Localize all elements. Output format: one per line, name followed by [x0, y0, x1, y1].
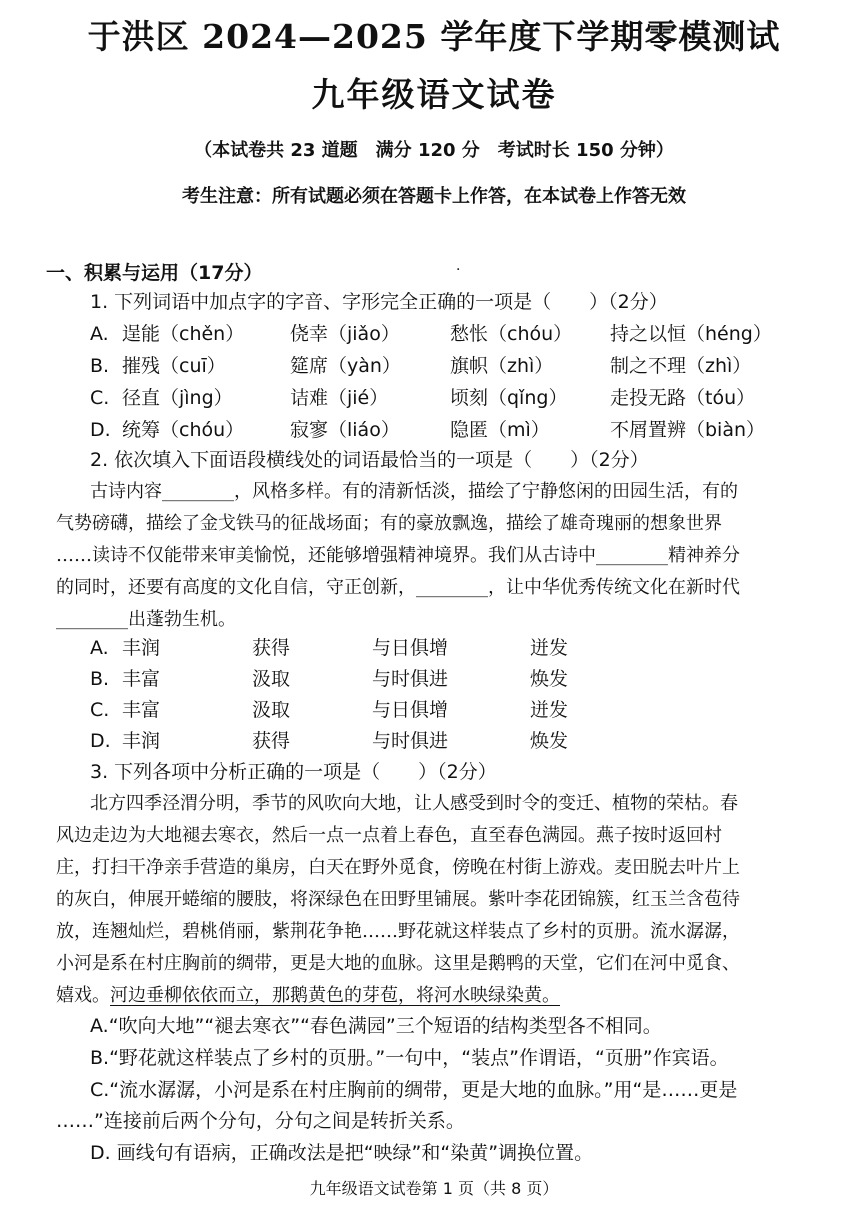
section-title: 一、积累与运用（17分） [46, 262, 263, 284]
q1-option-item: 统筹（chóu） [122, 419, 245, 441]
q2-option-label: D. [90, 730, 111, 752]
q2-passage-line: ________出蓬勃生机。 [56, 609, 236, 630]
q2-option-label: B. [90, 668, 110, 690]
q1-option-item: 寂寥（liáo） [290, 419, 400, 441]
q1-option-item: 摧残（cuī） [122, 355, 226, 377]
q2-option-label: A. [90, 637, 109, 659]
page-subtitle: 九年级语文试卷 [311, 75, 557, 114]
q2-option-item: 迸发 [530, 699, 569, 721]
q2-passage-line: ……读诗不仅能带来审美愉悦，还能够增强精神境界。我们从古诗中________精神养分 [56, 545, 740, 566]
q1-option-item: 顷刻（qǐng） [450, 387, 568, 409]
q1-option-item: 持之以恒（héng） [610, 323, 772, 345]
q1-option-item: 径直（jìng） [122, 387, 233, 409]
q3-passage-line: 风边走边为大地褪去寒衣，然后一点一点着上春色，直至春色满园。燕子按时返回村 [56, 825, 722, 846]
q3-passage-line: 庄，打扫干净亲手营造的巢房，白天在野外觅食，傍晚在村街上游戏。麦田脱去叶片上 [56, 857, 740, 878]
q3-passage-line: 的灰白，伸展开蜷缩的腰肢，将深绿色在田野里铺展。紫叶李花团锦簇，红玉兰含苞待 [56, 889, 740, 910]
q2-option-item: 汲取 [252, 668, 291, 690]
q1-stem: 1. 下列词语中加点字的字音、字形完全正确的一项是（ ）（2分） [90, 291, 668, 313]
stray-mark: · [456, 262, 461, 278]
q1-option-item: 不屑置辨（biàn） [610, 419, 766, 441]
q1-option-label: A. [90, 323, 109, 345]
q2-option-item: 丰富 [122, 699, 161, 721]
q3-option-d: D. 画线句有语病，正确改法是把“映绿”和“染黄”调换位置。 [90, 1142, 594, 1164]
q3-passage-line: 小河是系在村庄胸前的绸带，更是大地的血脉。这里是鹅鸭的天堂，它们在河中觅食、 [56, 953, 740, 974]
q2-option-item: 丰润 [122, 730, 161, 752]
q1-option-item: 侥幸（jiǎo） [290, 323, 400, 345]
q1-option-item: 筵席（yàn） [290, 355, 401, 377]
q1-option-item: 诘难（jié） [290, 387, 389, 409]
q3-option-b: B.“野花就这样装点了乡村的页册。”一句中，“装点”作谓语，“页册”作宾语。 [90, 1047, 729, 1069]
q2-passage-line: 的同时，还要有高度的文化自信，守正创新，________，让中华优秀传统文化在新时代 [56, 577, 740, 598]
q2-passage-line: 气势磅礴，描绘了金戈铁马的征战场面；有的豪放飘逸，描绘了雄奇瑰丽的想象世界 [56, 513, 722, 534]
q1-option-label: D. [90, 419, 111, 441]
exam-notice: 考生注意：所有试题必须在答题卡上作答，在本试卷上作答无效 [182, 186, 686, 207]
q3-passage-line: 嬉戏。 [56, 985, 110, 1006]
q2-option-item: 焕发 [530, 668, 569, 690]
q3-option-a: A.“吹向大地”“褪去寒衣”“春色满园”三个短语的结构类型各不相同。 [90, 1015, 662, 1037]
q3-stem: 3. 下列各项中分析正确的一项是（ ）（2分） [90, 761, 497, 783]
page-footer: 九年级语文试卷第 1 页（共 8 页） [309, 1179, 559, 1198]
exam-info: （本试卷共 23 道题 满分 120 分 考试时长 150 分钟） [194, 140, 674, 161]
q2-option-item: 与时俱进 [372, 730, 449, 752]
q2-option-item: 获得 [252, 730, 291, 752]
q1-option-item: 逞能（chěn） [122, 323, 245, 345]
q3-underlined-sentence: 河边垂柳依依而立，那鹅黄色的芽苞，将河水映绿染黄。 [110, 985, 560, 1006]
q2-stem: 2. 依次填入下面语段横线处的词语最恰当的一项是（ ）（2分） [90, 449, 649, 471]
q2-option-item: 与时俱进 [372, 668, 449, 690]
q2-option-label: C. [90, 699, 110, 721]
q3-option-c: C.“流水潺潺，小河是系在村庄胸前的绸带，更是大地的血脉。”用“是……更是 [90, 1079, 738, 1101]
q3-passage-line: 北方四季泾渭分明，季节的风吹向大地，让人感受到时令的变迁、植物的荣枯。春 [90, 793, 738, 814]
q2-option-item: 丰润 [122, 637, 161, 659]
q1-option-item: 隐匿（mì） [450, 419, 550, 441]
q2-passage-line: 古诗内容________，风格多样。有的清新恬淡，描绘了宁静悠闲的田园生活，有的 [90, 481, 738, 502]
page-title: 于洪区 2024—2025 学年度下学期零模测试 [87, 17, 781, 56]
q2-option-item: 迸发 [530, 637, 569, 659]
q2-option-item: 丰富 [122, 668, 161, 690]
q3-passage-line: 放，连翘灿烂，碧桃俏丽，紫荆花争艳……野花就这样装点了乡村的页册。流水潺潺， [56, 921, 740, 942]
q2-option-item: 获得 [252, 637, 291, 659]
q1-option-item: 走投无路（tóu） [610, 387, 756, 409]
q2-option-item: 与日俱增 [372, 699, 449, 721]
q1-option-label: B. [90, 355, 110, 377]
q3-option-c-cont: ……”连接前后两个分句，分句之间是转折关系。 [56, 1110, 465, 1132]
q2-option-item: 汲取 [252, 699, 291, 721]
q1-option-label: C. [90, 387, 110, 409]
q1-option-item: 制之不理（zhì） [610, 355, 752, 377]
q2-option-item: 焕发 [530, 730, 569, 752]
q1-option-item: 旗帜（zhì） [450, 355, 554, 377]
q2-option-item: 与日俱增 [372, 637, 449, 659]
q1-option-item: 愁怅（chóu） [450, 323, 573, 345]
